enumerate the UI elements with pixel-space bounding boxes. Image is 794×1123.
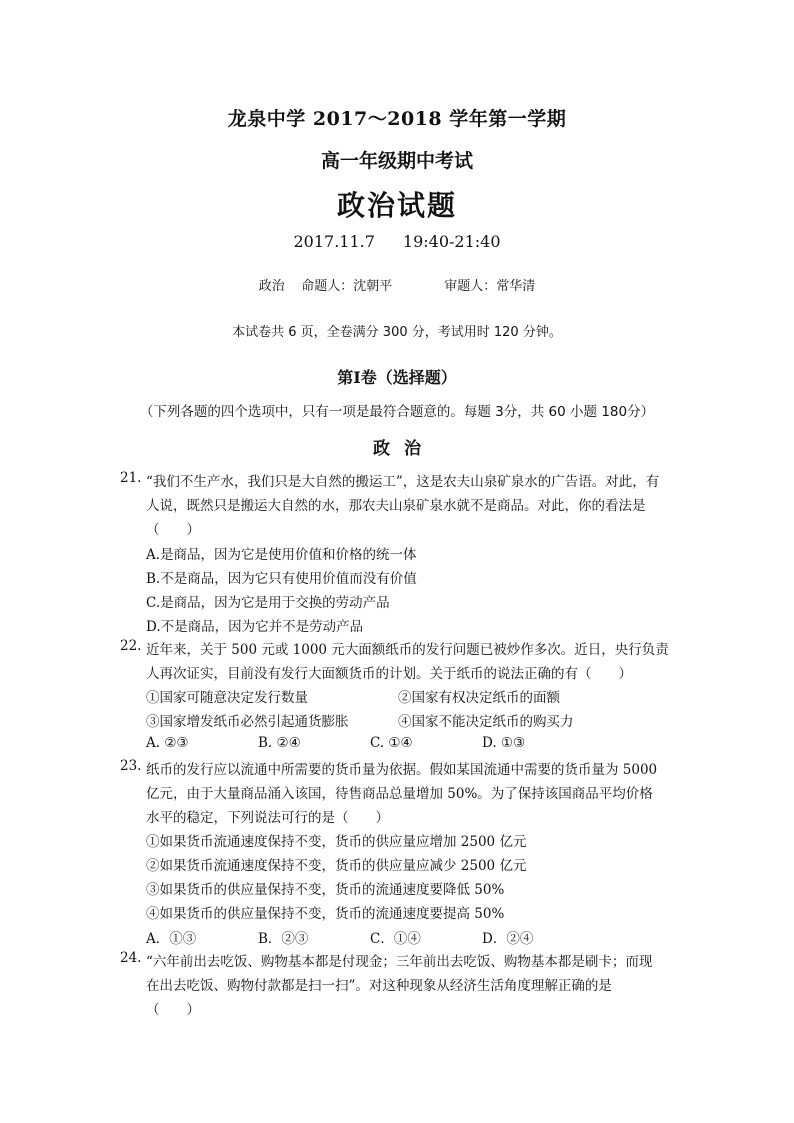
choice-a: A．①③ <box>146 931 197 947</box>
option-a: A.是商品，因为它是使用价值和价格的统一体 <box>146 547 417 563</box>
answer-blank: （ ） <box>146 1002 200 1018</box>
statement-1: ①国家可随意决定发行数量 <box>146 690 308 706</box>
question-text-line: 纸币的发行应以流通中所需要的货币量为依据。假如某国流通中需要的货币量为 5000 <box>146 762 658 778</box>
option-b: B.不是商品，因为它只有使用价值而没有价值 <box>146 571 417 587</box>
question-number: 23. <box>120 758 142 774</box>
choice-d: D．②④ <box>482 931 534 947</box>
question-text-line: 人再次证实，目前没有发行大面额货币的计划。关于纸币的说法正确的有（ ） <box>146 666 632 682</box>
section-title: 第Ⅰ卷（选择题） <box>337 368 457 387</box>
question-number: 22. <box>120 638 142 654</box>
question-text-line: “六年前出去吃饭、购物基本都是付现金；三年前出去吃饭、购物基本都是刷卡；而现 <box>146 954 653 970</box>
section-subject: 政治 <box>373 439 435 459</box>
question-number: 21. <box>120 470 142 486</box>
question-text-line: “我们不生产水，我们只是大自然的搬运工”，这是农夫山泉矿泉水的广告语。对此，有 <box>146 474 660 490</box>
question-text-line: 人说，既然只是搬运大自然的水，那农夫山泉矿泉水就不是商品。对此，你的看法是 <box>146 498 646 514</box>
exam-datetime <box>0 232 794 251</box>
statement-1: ①如果货币流通速度保持不变，货币的供应量应增加 2500 亿元 <box>146 834 527 850</box>
question-text-line: 水平的稳定，下列说法可行的是（ ） <box>146 810 389 826</box>
statement-4: ④国家不能决定纸币的购买力 <box>398 714 574 730</box>
choice-d: D. ①③ <box>482 735 526 751</box>
school-term-title: 龙泉中学 2017～2018 学年第一学期 <box>227 108 567 130</box>
question-number: 24. <box>120 950 142 966</box>
option-c: C.是商品，因为它是用于交换的劳动产品 <box>146 595 390 611</box>
choice-b: B. ②④ <box>258 735 301 751</box>
setter: 命题人：沈朝平 <box>301 279 393 294</box>
choice-c: C. ①④ <box>370 735 413 751</box>
instructions: 本试卷共 6 页，全卷满分 300 分，考试用时 120 分钟。 <box>232 325 562 340</box>
answer-blank: （ ） <box>146 522 200 538</box>
statement-3: ③国家增发纸币必然引起通货膨胀 <box>146 714 349 730</box>
grade-exam-title: 高一年级期中考试 <box>320 150 473 172</box>
statement-2: ②国家有权决定纸币的面额 <box>398 690 560 706</box>
section-note: （下列各题的四个选项中，只有一项是最符合题意的。每题 3分，共 60 小题 180分） <box>139 404 655 420</box>
choice-b: B．②③ <box>258 931 309 947</box>
statement-4: ④如果货币的供应量保持不变，货币的流通速度要提高 50% <box>146 906 505 922</box>
subject-label: 政治 <box>258 279 285 294</box>
statement-2: ②如果货币流通速度保持不变，货币的供应量应减少 2500 亿元 <box>146 858 527 874</box>
exam-date: 2017.11.7 <box>293 232 375 251</box>
question-text-line: 在出去吃饭、购物付款都是扫一扫”。对这种现象从经济生活角度理解正确的是 <box>146 978 612 994</box>
question-text-line: 近年来，关于 500 元或 1000 元大面额纸币的发行问题已被炒作多次。近日，央行负责 <box>146 642 669 658</box>
option-d: D.不是商品，因为它并不是劳动产品 <box>146 619 364 635</box>
exam-time: 19:40-21:40 <box>402 232 501 251</box>
choice-a: A. ②③ <box>146 735 189 751</box>
statement-3: ③如果货币的供应量保持不变，货币的流通速度要降低 50% <box>146 882 505 898</box>
choice-c: C．①④ <box>370 931 421 947</box>
exam-staff <box>0 275 794 294</box>
question-text-line: 亿元，由于大量商品涌入该国，待售商品总量增加 50%。为了保持该国商品平均价格 <box>146 786 653 802</box>
reviewer: 审题人：常华清 <box>444 279 536 294</box>
subject-title: 政治试题 <box>336 189 457 222</box>
